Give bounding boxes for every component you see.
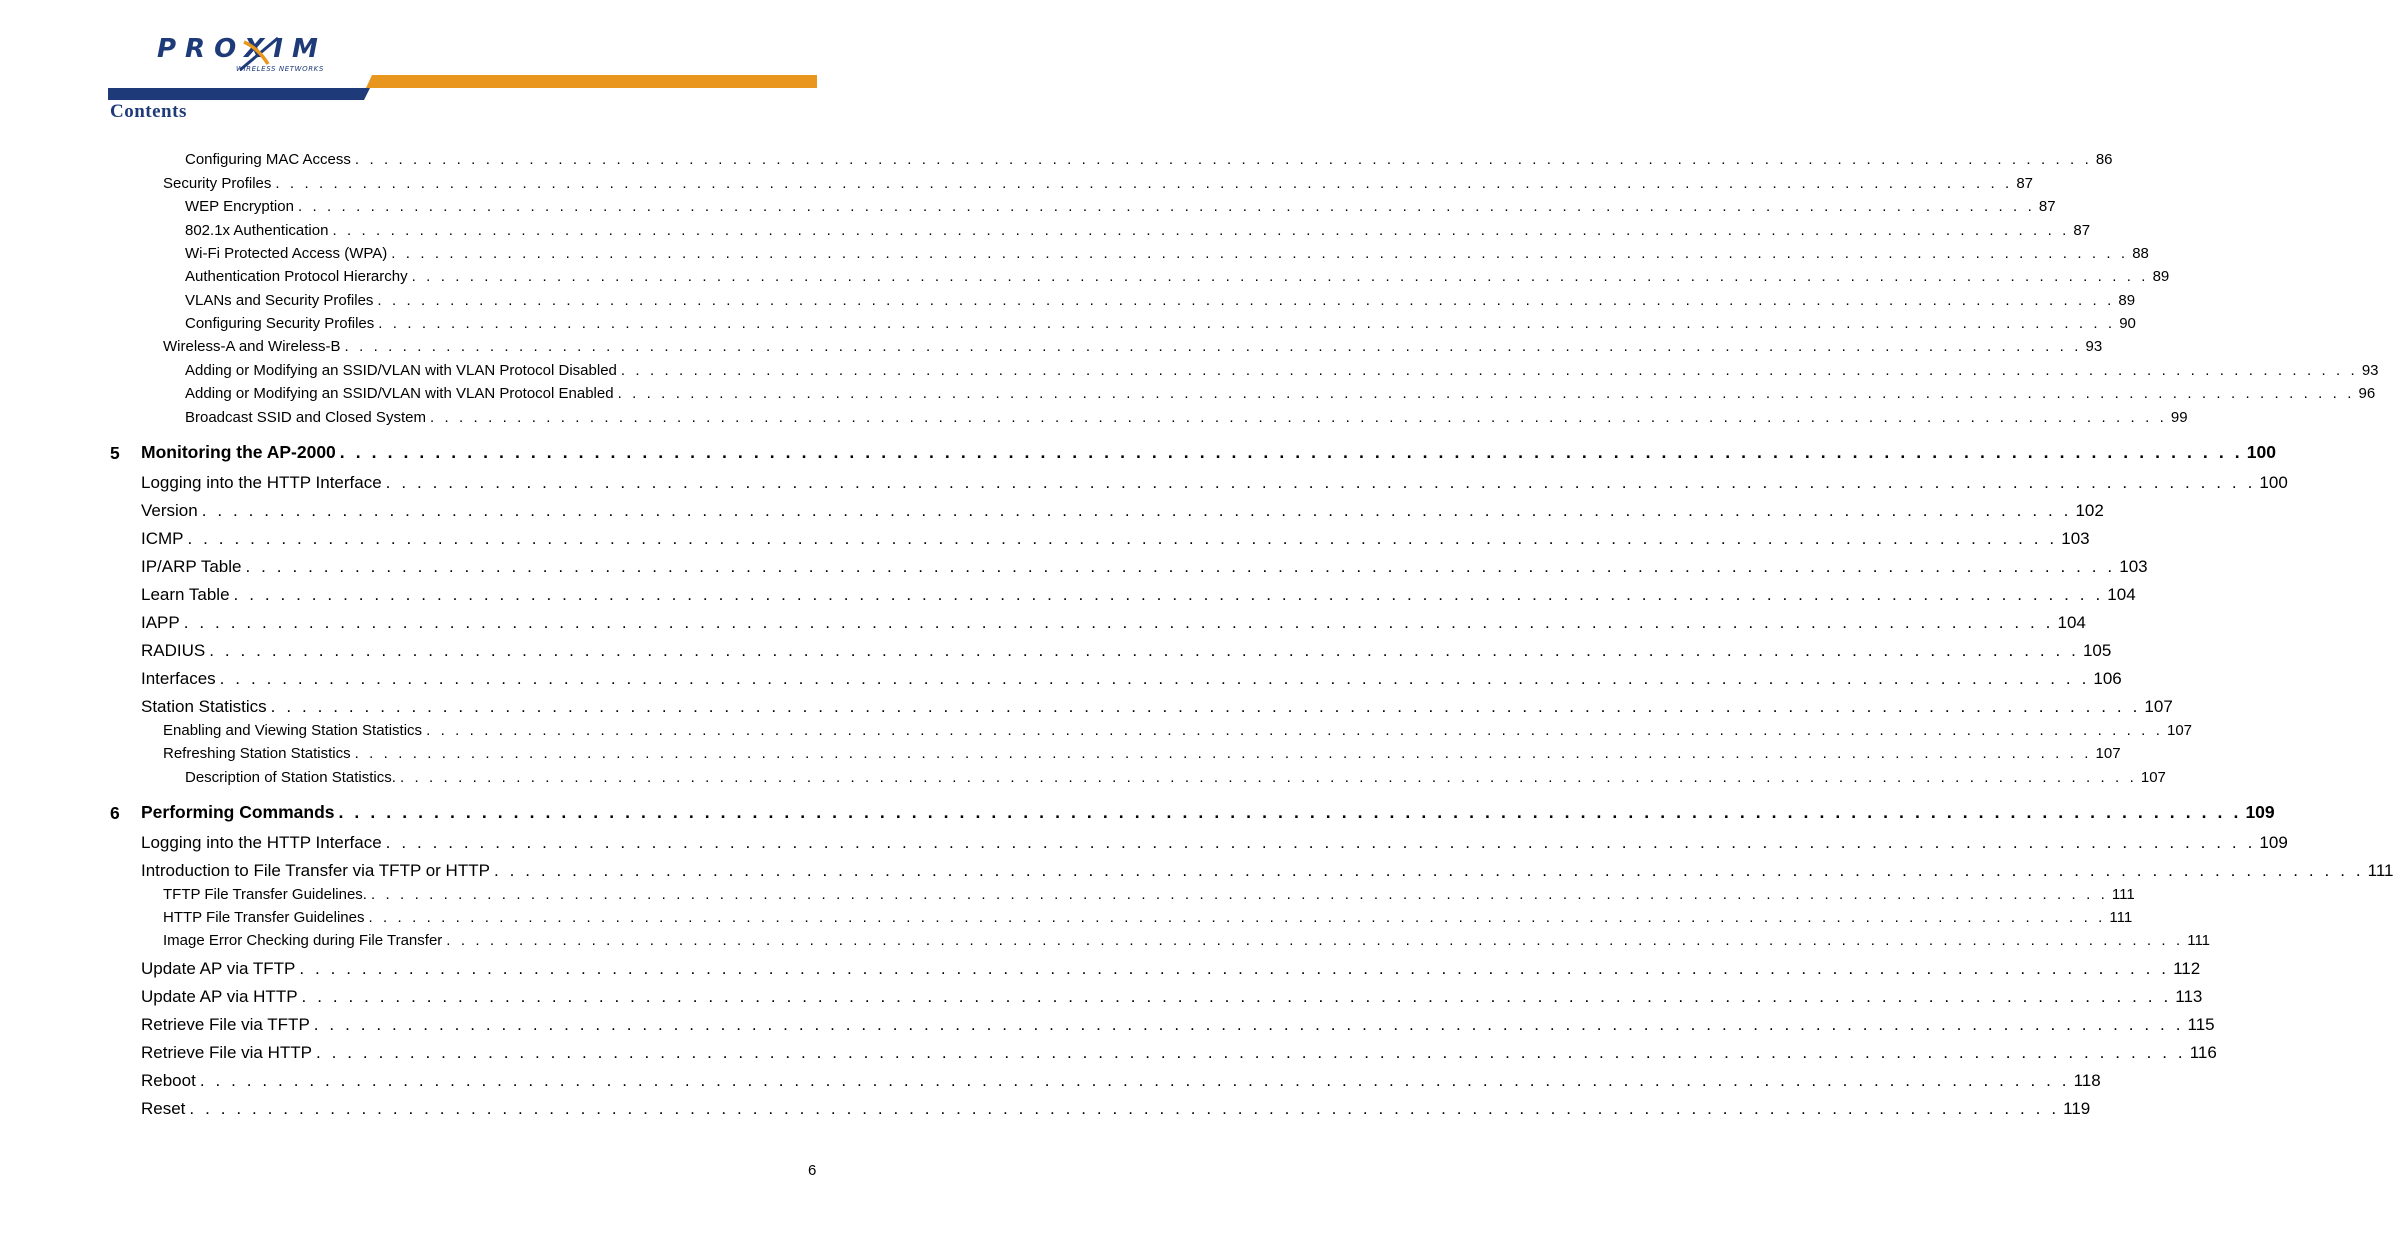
toc-entry-title: Update AP via TFTP [141,959,296,978]
toc-entry-title: Learn Table [141,585,230,604]
toc-entry-title: ICMP [141,529,184,548]
toc-entry[interactable] [185,222,2091,239]
toc-entry-title: IAPP [141,613,180,632]
toc-entry[interactable] [185,315,2136,332]
toc-entry-page: 87 [2016,175,2033,192]
toc-entry[interactable] [141,1099,2091,1119]
toc-entry-page: 107 [2167,722,2193,739]
toc-entry[interactable] [141,802,2275,823]
toc-dot-leader: . . . . . . . . . . . . . . . . . . . . . . . . . . . . . . . . . . . . . . . . . . . . . . . . . . . . . . . . . . . . . . . . . . . . . . . . . . . . . . . . . . . . . . . . . . . . . . . . . . . . . . . . . . . . . . . . . . . . . . . . [183,613,2054,632]
toc-entry-title: Adding or Modifying an SSID/VLAN with VLAN Protocol Disabled [185,362,617,379]
toc-entry-title: Broadcast SSID and Closed System [185,409,426,426]
toc-entry[interactable] [163,886,2135,903]
toc-entry-title: Refreshing Station Statistics [163,745,351,762]
toc-dot-leader: . . . . . . . . . . . . . . . . . . . . . . . . . . . . . . . . . . . . . . . . . . . . . . . . . . . . . . . . . . . . . . . . . . . . . . . . . . . . . . . . . . . . . . . . . . . . . . . . . . . . . . . . . . . . . . . . . . . . . . . . [426,722,2163,739]
toc-entry-page: 111 [2111,886,2135,903]
toc-dot-leader: . . . . . . . . . . . . . . . . . . . . . . . . . . . . . . . . . . . . . . . . . . . . . . . . . . . . . . . . . . . . . . . . . . . . . . . . . . . . . . . . . . . . . . . . . . . . . . . . . . . . . . . . . . . . . . . . . . . . . . . . [189,1099,2060,1118]
toc-dot-leader: . . . . . . . . . . . . . . . . . . . . . . . . . . . . . . . . . . . . . . . . . . . . . . . . . . . . . . . . . . . . . . . . . . . . . . . . . . . . . . . . . . . . . . . . . . . . . . . . . . . . . . . . . . . . . . . . . . . . . . . . [446,932,2184,949]
toc-entry-page: 86 [2095,151,2113,168]
toc-entry-page: 104 [2107,585,2136,604]
toc-dot-leader: . . . . . . . . . . . . . . . . . . . . . . . . . . . . . . . . . . . . . . . . . . . . . . . . . . . . . . . . . . . . . . . . . . . . . . . . . . . . . . . . . . . . . . . . . . . . . . . . . . . . . . . . . . . . . . . . . . . . . . . . [493,861,2364,880]
toc-dot-leader: . . . . . . . . . . . . . . . . . . . . . . . . . . . . . . . . . . . . . . . . . . . . . . . . . . . . . . . . . . . . . . . . . . . . . . . . . . . . . . . . . . . . . . . . . . . . . . . . . . . . . . . . . . . . . . . . . . . . . . . . [368,909,2106,926]
toc-entry[interactable] [141,861,2394,881]
toc-entry-title: Enabling and Viewing Station Statistics [163,722,423,739]
toc-dot-leader: . . . . . . . . . . . . . . . . . . . . . . . . . . . . . . . . . . . . . . . . . . . . . . . . . . . . . . . . . . . . . . . . . . . . . . . . . . . . . . . . . . . . . . . . . . . . . . . . . . . . . . . . . . . . . . . . . . . . . . . . [245,557,2116,576]
toc-entry-page: 104 [2057,613,2086,632]
toc-entry-page: 107 [2095,745,2121,762]
toc-entry-page: 99 [2170,409,2188,426]
toc-dot-leader: . . . . . . . . . . . . . . . . . . . . . . . . . . . . . . . . . . . . . . . . . . . . . . . . . . . . . . . . . . . . . . . . . . . . . . . . . . . . . . . . . . . . . . . . . . . . . . . . . . . . . . . . . . . . . . . . . . . . . . . . [313,1015,2184,1034]
toc-entry-page: 113 [2175,987,2203,1006]
toc-entry[interactable] [141,613,2086,633]
toc-entry-page: 116 [2189,1043,2217,1062]
toc-entry-page: 100 [2246,442,2276,462]
toc-entry-title: Version [141,501,198,520]
toc-entry-page: 109 [2259,833,2288,852]
toc-entry-page: 109 [2245,802,2275,822]
toc-entry-page: 118 [2073,1071,2101,1090]
toc-entry[interactable] [141,697,2173,717]
toc-entry-title: Reset [141,1099,186,1118]
toc-entry[interactable] [185,198,2056,215]
toc-entry[interactable] [185,769,2166,786]
toc-entry[interactable] [141,557,2148,577]
toc-entry[interactable] [163,722,2193,739]
toc-entry-title: Description of Station Statistics. [185,769,396,786]
toc-dot-leader: . . . . . . . . . . . . . . . . . . . . . . . . . . . . . . . . . . . . . . . . . . . . . . . . . . . . . . . . . . . . . . . . . . . . . . . . . . . . . . . . . . . . . . . . . . . . . . . . . . . . . . . . . . . . . . . . . . . . . . . . [385,833,2256,852]
toc-entry[interactable] [163,175,2033,192]
toc-entry[interactable] [141,442,2276,463]
toc-entry-title: Retrieve File via TFTP [141,1015,310,1034]
toc-dot-leader: . . . . . . . . . . . . . . . . . . . . . . . . . . . . . . . . . . . . . . . . . . . . . . . . . . . . . . . . . . . . . . . . . . . . . . . . . . . . . . . . . . . . . . . . . . . . . . . . . . . . . . . . . . . . . . . . . . . . . . . . [219,669,2090,688]
toc-entry-title: Retrieve File via HTTP [141,1043,312,1062]
toc-entry-title: Logging into the HTTP Interface [141,833,382,852]
toc-entry-title: Wireless-A and Wireless-B [163,338,341,355]
toc-entry-page: 103 [2119,557,2148,576]
toc-entry-page: 96 [2358,385,2376,402]
toc-entry-page: 88 [2132,245,2149,262]
toc-entry[interactable] [141,641,2112,661]
toc-entry-title: Performing Commands [141,802,335,822]
toc-entry[interactable] [185,362,2379,379]
toc-entry-page: 102 [2075,501,2104,520]
toc-dot-leader: . . . . . . . . . . . . . . . . . . . . . . . . . . . . . . . . . . . . . . . . . . . . . . . . . . . . . . . . . . . . . . . . . . . . . . . . . . . . . . . . . . . . . . . . . . . . . . . . . . . . . . . . . . . . . . . . . . . . . . . . [354,745,2092,762]
toc-entry-title: Image Error Checking during File Transfer [163,932,443,949]
toc-dot-leader: . . . . . . . . . . . . . . . . . . . . . . . . . . . . . . . . . . . . . . . . . . . . . . . . . . . . . . . . . . . . . . . . . . . . . . . . . . . . . . . . . . . . . . . . . . . . . . . . . . . . . . . . . . . . . . . . . . . . . . . . [233,585,2104,604]
toc-entry[interactable] [185,385,2376,402]
toc-entry-page: 119 [2063,1099,2091,1118]
toc-entry[interactable] [185,151,2113,168]
toc-entry-page: 111 [2187,932,2211,949]
toc-dot-leader: . . . . . . . . . . . . . . . . . . . . . . . . . . . . . . . . . . . . . . . . . . . . . . . . . . . . . . . . . . . . . . . . . . . . . . . . . . . . . . . . . . . . . . . . . . . . . . . . . . . . . . . . . . . . . . . . . . . . . . . . [370,886,2108,903]
toc-entry-page: 89 [2118,292,2136,309]
toc-entry[interactable] [141,669,2122,689]
toc-dot-leader: . . . . . . . . . . . . . . . . . . . . . . . . . . . . . . . . . . . . . . . . . . . . . . . . . . . . . . . . . . . . . . . . . . . . . . . . . . . . . . . . . . . . . . . . . . . . . . . . . . . . . . . . . . . . . . . . . . . . . . . . [270,697,2141,716]
toc-entry-title: Reboot [141,1071,196,1090]
toc-entry-title: Interfaces [141,669,216,688]
toc-entry-title: Logging into the HTTP Interface [141,473,382,492]
toc-entry-title: Security Profiles [163,175,272,192]
toc-entry-page: 100 [2259,473,2288,492]
toc-entry-title: Update AP via HTTP [141,987,298,1006]
toc-entry[interactable] [141,987,2203,1007]
toc-dot-leader: . . . . . . . . . . . . . . . . . . . . . . . . . . . . . . . . . . . . . . . . . . . . . . . . . . . . . . . . . . . . . . . . . . . . . . . . . . . . . . . . . . . . . . . . . . . . . . . . . . . . . . . . . . . . . . . . . . . . . . . . [301,987,2172,1006]
toc-dot-leader: . . . . . . . . . . . . . . . . . . . . . . . . . . . . . . . . . . . . . . . . . . . . . . . . . . . . . . . . . . . . . . . . . . . . . . . . . . . . . . . . . . . . . . . . . . . . . . . . . . . . . . . . . . . . . . . . . . . . . . . . [377,292,2115,309]
toc-entry[interactable] [163,338,2103,355]
toc-entry-page: 105 [2082,641,2112,660]
toc-entry-title: 802.1x Authentication [185,222,329,239]
toc-dot-leader: . . . . . . . . . . . . . . . . . . . . . . . . . . . . . . . . . . . . . . . . . . . . . . . . . . . . . . . . . . . . . . . . . . . . . . . . . . . . . . . . . . . . . . . . . . . . . . . . . . . . . . . . . . . . . . . . . . . . . . . . [620,362,2358,379]
page-number: 6 [808,1162,817,1179]
toc-entry-title: Configuring Security Profiles [185,315,375,332]
toc-entry[interactable] [185,292,2136,309]
logo-wordmark: PROXIM [157,34,327,64]
toc-dot-leader: . . . . . . . . . . . . . . . . . . . . . . . . . . . . . . . . . . . . . . . . . . . . . . . . . . . . . . . . . . . . . . . . . . . . . . . . . . . . . . . . . . . . . . . . . . . . . . . . . . . . . . . . . . . . . . . . . . . . . . . . [201,501,2072,520]
toc-dot-leader: . . . . . . . . . . . . . . . . . . . . . . . . . . . . . . . . . . . . . . . . . . . . . . . . . . . . . . . . . . . . . . . . . . . . . . . . . . . . . . . . . . . . . . . . . . . . . . . . . . . . . . . . . . . . . . . . . . . . . . . . [391,245,2129,262]
toc-entry-page: 87 [2073,222,2091,239]
toc-dot-leader: . . . . . . . . . . . . . . . . . . . . . . . . . . . . . . . . . . . . . . . . . . . . . . . . . . . . . . . . . . . . . . . . . . . . . . . . . . . . . . . . . . . . . . . . . . . . . . . . . . . . . . . . . . . . . . . . . . . . . . . . [338,802,2242,822]
toc-entry[interactable] [141,959,2201,979]
toc-dot-leader: . . . . . . . . . . . . . . . . . . . . . . . . . . . . . . . . . . . . . . . . . . . . . . . . . . . . . . . . . . . . . . . . . . . . . . . . . . . . . . . . . . . . . . . . . . . . . . . . . . . . . . . . . . . . . . . . . . . . . . . . [354,151,2092,168]
toc-entry-title: Introduction to File Transfer via TFTP or HTTP [141,861,490,880]
chapter-number: 6 [110,803,120,823]
toc-entry-page: 90 [2119,315,2136,332]
toc-dot-leader: . . . . . . . . . . . . . . . . . . . . . . . . . . . . . . . . . . . . . . . . . . . . . . . . . . . . . . . . . . . . . . . . . . . . . . . . . . . . . . . . . . . . . . . . . . . . . . . . . . . . . . . . . . . . . . . . . . . . . . . . [378,315,2116,332]
toc-entry[interactable] [185,245,2149,262]
toc-entry[interactable] [163,932,2211,949]
toc-entry-page: 107 [2140,769,2166,786]
toc-entry-page: 107 [2144,697,2173,716]
toc-entry-title: TFTP File Transfer Guidelines. [163,886,367,903]
toc-entry-page: 115 [2187,1015,2215,1034]
toc-dot-leader: . . . . . . . . . . . . . . . . . . . . . . . . . . . . . . . . . . . . . . . . . . . . . . . . . . . . . . . . . . . . . . . . . . . . . . . . . . . . . . . . . . . . . . . . . . . . . . . . . . . . . . . . . . . . . . . . . . . . . . . . [315,1043,2186,1062]
toc-entry-page: 111 [2367,861,2394,880]
toc-dot-leader: . . . . . . . . . . . . . . . . . . . . . . . . . . . . . . . . . . . . . . . . . . . . . . . . . . . . . . . . . . . . . . . . . . . . . . . . . . . . . . . . . . . . . . . . . . . . . . . . . . . . . . . . . . . . . . . . . . . . . . . . [617,385,2355,402]
toc-dot-leader: . . . . . . . . . . . . . . . . . . . . . . . . . . . . . . . . . . . . . . . . . . . . . . . . . . . . . . . . . . . . . . . . . . . . . . . . . . . . . . . . . . . . . . . . . . . . . . . . . . . . . . . . . . . . . . . . . . . . . . . . [399,769,2137,786]
toc-dot-leader: . . . . . . . . . . . . . . . . . . . . . . . . . . . . . . . . . . . . . . . . . . . . . . . . . . . . . . . . . . . . . . . . . . . . . . . . . . . . . . . . . . . . . . . . . . . . . . . . . . . . . . . . . . . . . . . . . . . . . . . . [275,175,2013,192]
toc-entry[interactable] [141,1071,2101,1091]
toc-dot-leader: . . . . . . . . . . . . . . . . . . . . . . . . . . . . . . . . . . . . . . . . . . . . . . . . . . . . . . . . . . . . . . . . . . . . . . . . . . . . . . . . . . . . . . . . . . . . . . . . . . . . . . . . . . . . . . . . . . . . . . . . [385,473,2256,492]
page-header [0,0,954,130]
toc-dot-leader: . . . . . . . . . . . . . . . . . . . . . . . . . . . . . . . . . . . . . . . . . . . . . . . . . . . . . . . . . . . . . . . . . . . . . . . . . . . . . . . . . . . . . . . . . . . . . . . . . . . . . . . . . . . . . . . . . . . . . . . . [429,409,2167,426]
toc-dot-leader: . . . . . . . . . . . . . . . . . . . . . . . . . . . . . . . . . . . . . . . . . . . . . . . . . . . . . . . . . . . . . . . . . . . . . . . . . . . . . . . . . . . . . . . . . . . . . . . . . . . . . . . . . . . . . . . . . . . . . . . . [209,641,2079,660]
toc-entry[interactable] [141,501,2104,521]
toc-dot-leader: . . . . . . . . . . . . . . . . . . . . . . . . . . . . . . . . . . . . . . . . . . . . . . . . . . . . . . . . . . . . . . . . . . . . . . . . . . . . . . . . . . . . . . . . . . . . . . . . . . . . . . . . . . . . . . . . . . . . . . . . [339,442,2243,462]
toc-dot-leader: . . . . . . . . . . . . . . . . . . . . . . . . . . . . . . . . . . . . . . . . . . . . . . . . . . . . . . . . . . . . . . . . . . . . . . . . . . . . . . . . . . . . . . . . . . . . . . . . . . . . . . . . . . . . . . . . . . . . . . . . [299,959,2170,978]
toc-dot-leader: . . . . . . . . . . . . . . . . . . . . . . . . . . . . . . . . . . . . . . . . . . . . . . . . . . . . . . . . . . . . . . . . . . . . . . . . . . . . . . . . . . . . . . . . . . . . . . . . . . . . . . . . . . . . . . . . . . . . . . . . [297,198,2035,215]
toc-entry[interactable] [141,473,2288,493]
toc-entry-title: RADIUS [141,641,206,660]
toc-entry-page: 89 [2152,268,2170,285]
logo-x-swoosh-icon [238,34,286,74]
toc-entry[interactable] [163,909,2133,926]
toc-entry[interactable] [141,529,2090,549]
toc-entry[interactable] [141,1015,2215,1035]
toc-entry[interactable] [141,833,2288,853]
toc-entry-page: 112 [2173,959,2201,978]
toc-entry-title: WEP Encryption [185,198,294,215]
toc-entry-page: 93 [2085,338,2103,355]
chapter-number: 5 [110,443,120,463]
toc-entry-title: HTTP File Transfer Guidelines [163,909,365,926]
toc-entry[interactable] [163,745,2121,762]
toc-dot-leader: . . . . . . . . . . . . . . . . . . . . . . . . . . . . . . . . . . . . . . . . . . . . . . . . . . . . . . . . . . . . . . . . . . . . . . . . . . . . . . . . . . . . . . . . . . . . . . . . . . . . . . . . . . . . . . . . . . . . . . . . [344,338,2082,355]
toc-entry[interactable] [141,1043,2217,1063]
toc-entry-title: Adding or Modifying an SSID/VLAN with VLAN Protocol Enabled [185,385,614,402]
toc-entry-title: Authentication Protocol Hierarchy [185,268,408,285]
toc-entry-page: 111 [2109,909,2133,926]
toc-entry[interactable] [185,268,2170,285]
toc-entry-title: Wi-Fi Protected Access (WPA) [185,245,388,262]
toc-entry-title: Configuring MAC Access [185,151,351,168]
toc-entry-page: 93 [2361,362,2379,379]
toc-dot-leader: . . . . . . . . . . . . . . . . . . . . . . . . . . . . . . . . . . . . . . . . . . . . . . . . . . . . . . . . . . . . . . . . . . . . . . . . . . . . . . . . . . . . . . . . . . . . . . . . . . . . . . . . . . . . . . . . . . . . . . . . [411,268,2149,285]
toc-dot-leader: . . . . . . . . . . . . . . . . . . . . . . . . . . . . . . . . . . . . . . . . . . . . . . . . . . . . . . . . . . . . . . . . . . . . . . . . . . . . . . . . . . . . . . . . . . . . . . . . . . . . . . . . . . . . . . . . . . . . . . . . [199,1071,2070,1090]
toc-entry-title: VLANs and Security Profiles [185,292,374,309]
toc-entry-title: IP/ARP Table [141,557,242,576]
toc-entry-page: 87 [2038,198,2056,215]
toc-entry[interactable] [185,409,2188,426]
toc-entry-title: Monitoring the AP-2000 [141,442,336,462]
toc-dot-leader: . . . . . . . . . . . . . . . . . . . . . . . . . . . . . . . . . . . . . . . . . . . . . . . . . . . . . . . . . . . . . . . . . . . . . . . . . . . . . . . . . . . . . . . . . . . . . . . . . . . . . . . . . . . . . . . . . . . . . . . . [187,529,2058,548]
toc-entry-title: Station Statistics [141,697,267,716]
toc-entry-page: 106 [2093,669,2122,688]
section-title: Contents [110,101,187,122]
logo-subtitle: WIRELESS NETWORKS [236,65,324,73]
toc-entry[interactable] [141,585,2136,605]
toc-entry-page: 103 [2061,529,2090,548]
toc-dot-leader: . . . . . . . . . . . . . . . . . . . . . . . . . . . . . . . . . . . . . . . . . . . . . . . . . . . . . . . . . . . . . . . . . . . . . . . . . . . . . . . . . . . . . . . . . . . . . . . . . . . . . . . . . . . . . . . . . . . . . . . . [332,222,2070,239]
